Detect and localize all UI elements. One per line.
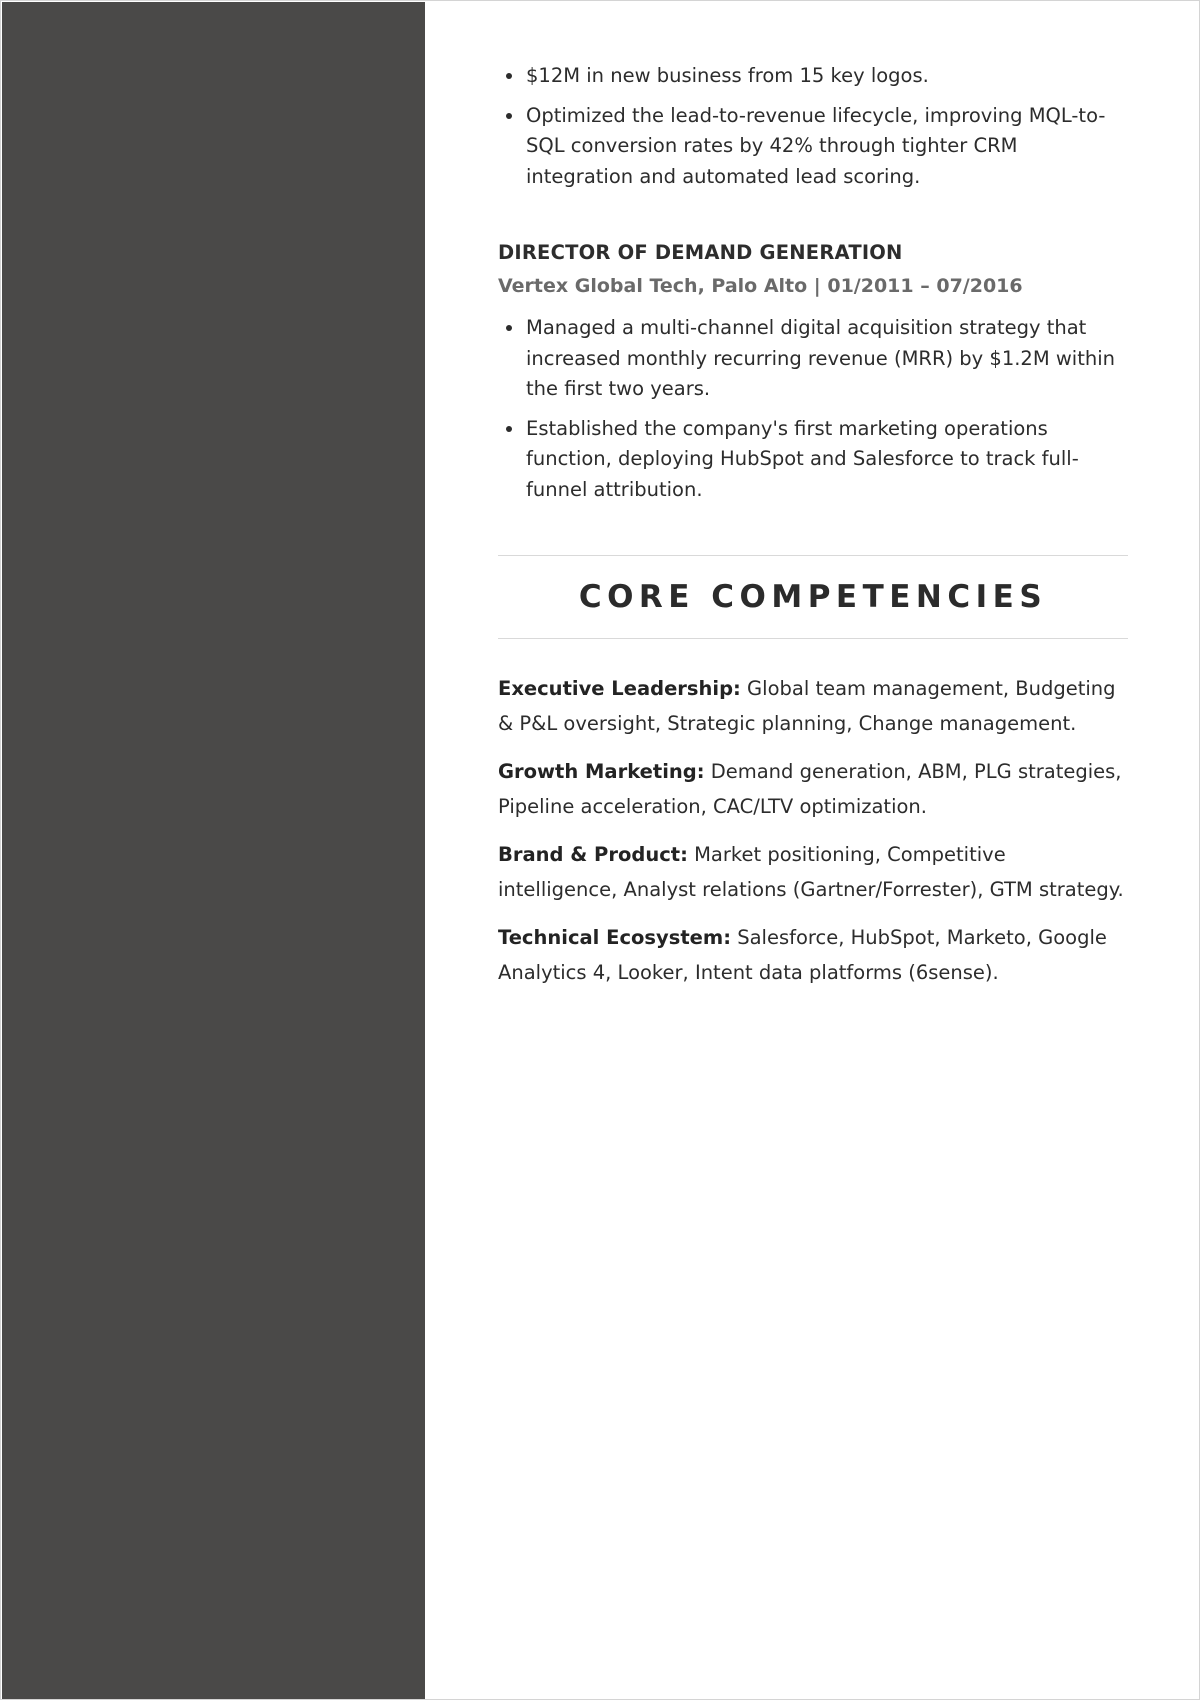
job-entry xyxy=(498,238,1128,505)
competency-item xyxy=(498,837,1128,907)
main-column xyxy=(498,61,1128,1003)
job-bullets xyxy=(498,313,1128,505)
competency-text: Salesforce, HubSpot, Marketo, Google Analytics 4, Looker, Intent data platforms (6sense). xyxy=(498,926,1107,984)
competency-label: Technical Ecosystem: xyxy=(498,926,732,949)
competency-item xyxy=(498,754,1128,824)
competency-text: Market positioning, Competitive intelligence, Analyst relations (Gartner/Forrester), GTM strategy. xyxy=(498,843,1124,901)
bullet-item: • $12M in new business from 15 key logos. xyxy=(525,61,1128,92)
competency-label: Brand & Product: xyxy=(498,843,688,866)
competency-text: Global team management, Budgeting & P&L oversight, Strategic planning, Change management. xyxy=(498,677,1116,735)
competency-label: Growth Marketing: xyxy=(498,760,705,783)
previous-role-bullets xyxy=(498,61,1128,192)
competency-label: Executive Leadership: xyxy=(498,677,741,700)
competency-text: Demand generation, ABM, PLG strategies, Pipeline acceleration, CAC/LTV optimization. xyxy=(498,760,1122,818)
competencies-list xyxy=(498,671,1128,990)
section-title: CORE COMPETENCIES xyxy=(578,579,1048,615)
bullet-item: • Optimized the lead-to-revenue lifecycle, improving MQL-to-SQL conversion rates by 42% through tighter CRM integration and automated lead scoring. xyxy=(525,101,1128,193)
competency-item xyxy=(498,920,1128,990)
section-divider-bottom xyxy=(498,638,1128,639)
bullet-item: • Established the company's first marketing operations function, deploying HubSpot and Salesforce to track full-funnel attribution. xyxy=(525,414,1128,506)
job-title: DIRECTOR OF DEMAND GENERATION xyxy=(498,241,903,264)
competency-item xyxy=(498,671,1128,741)
sidebar-panel xyxy=(2,2,425,1699)
bullet-item: • Managed a multi-channel digital acquisition strategy that increased monthly recurring revenue (MRR) by $1.2M within the first two years. xyxy=(525,313,1128,405)
job-company-dates: Vertex Global Tech, Palo Alto | 01/2011 – 07/2016 xyxy=(498,275,1023,297)
